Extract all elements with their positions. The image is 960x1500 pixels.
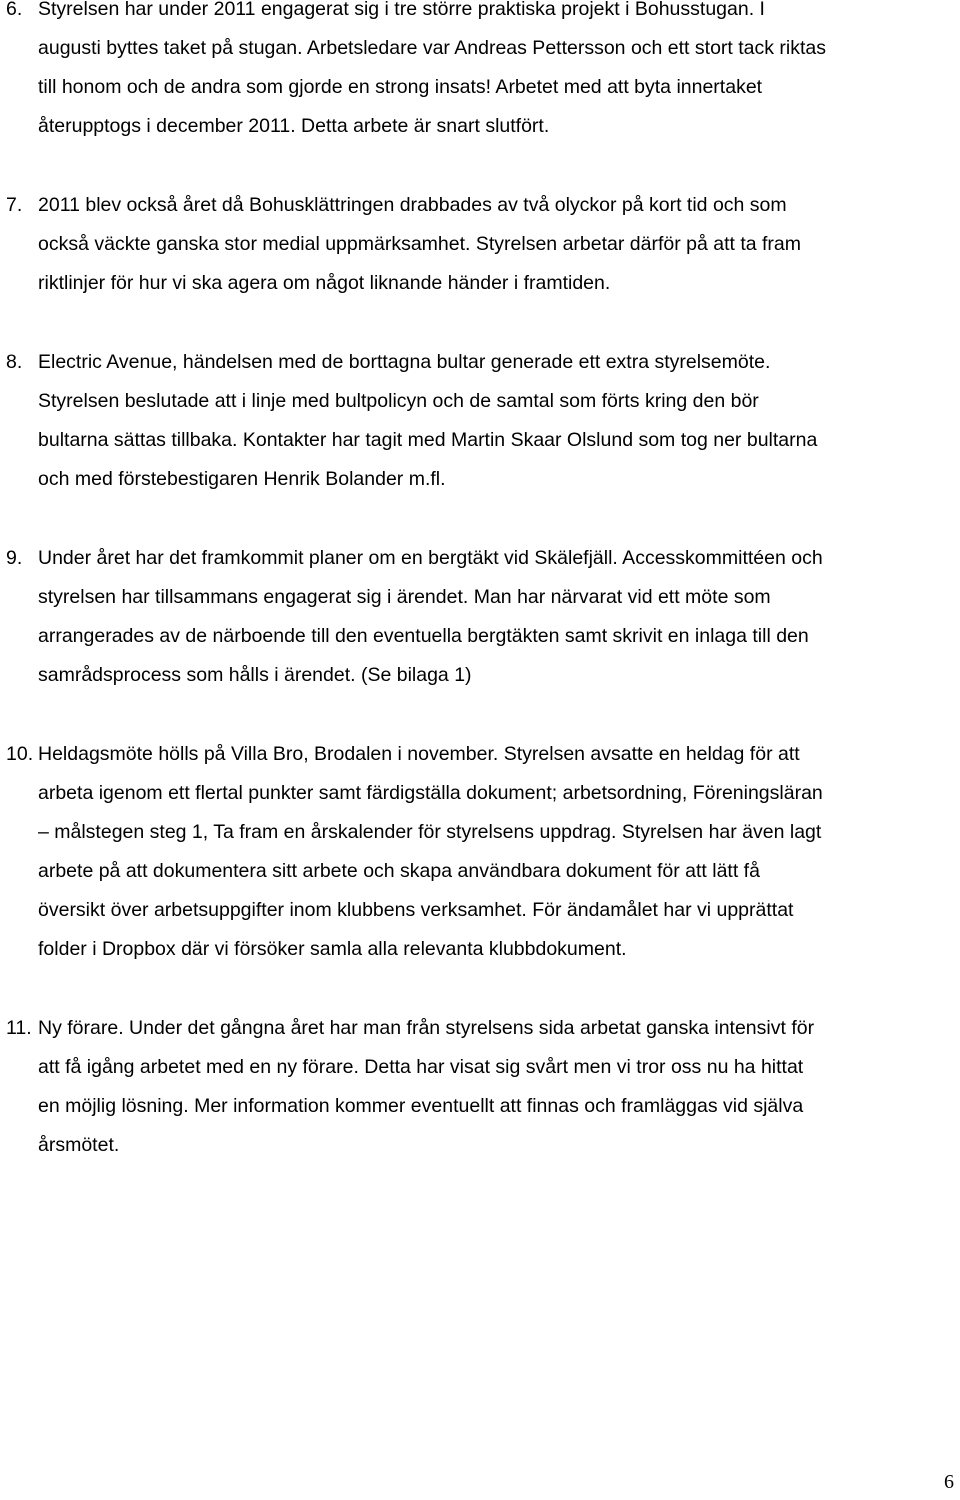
text-line: bultarna sättas tillbaka. Kontakter har tagit med Martin Skaar Olslund som tog ner bultarna	[38, 429, 818, 451]
page-number: 6	[944, 1471, 954, 1493]
item-text	[38, 539, 958, 695]
text-line: också väckte ganska stor medial uppmärksamhet. Styrelsen arbetar därför på att ta fram	[38, 233, 802, 255]
item-number: 8.	[6, 351, 23, 373]
text-line: 2011 blev också året då Bohusklättringen drabbades av två olyckor på kort tid och som	[38, 194, 787, 216]
text-line: riktlinjer för hur vi ska agera om något liknande händer i framtiden.	[38, 272, 611, 294]
item-number: 9.	[6, 547, 23, 569]
item-text	[38, 186, 958, 303]
item-text	[38, 1009, 958, 1165]
item-text	[38, 735, 958, 969]
text-line: Styrelsen beslutade att i linje med bultpolicyn och de samtal som förts kring den bör	[38, 390, 759, 412]
item-text	[38, 343, 958, 499]
text-line: att få igång arbetet med en ny förare. Detta har visat sig svårt men vi tror oss nu ha hittat	[38, 1056, 804, 1078]
text-line: till honom och de andra som gjorde en strong insats! Arbetet med att byta innertaket	[38, 76, 763, 98]
item-number: 11.	[6, 1017, 32, 1039]
text-line: återupptogs i december 2011. Detta arbete är snart slutfört.	[38, 115, 550, 137]
text-line: arrangerades av de närboende till den eventuella bergtäkten samt skrivit en inlaga till den	[38, 625, 809, 647]
text-line: samrådsprocess som hålls i ärendet. (Se bilaga 1)	[38, 664, 472, 686]
text-line: arbete på att dokumentera sitt arbete och skapa användbara dokument för att lätt få	[38, 860, 760, 882]
text-line: en möjlig lösning. Mer information kommer eventuellt att finnas och framläggas vid själva	[38, 1095, 804, 1117]
item-number: 7.	[6, 194, 23, 216]
text-line: översikt över arbetsuppgifter inom klubbens verksamhet. För ändamålet har vi upprättat	[38, 899, 794, 921]
item-number: 10.	[6, 743, 34, 765]
text-line: arbeta igenom ett flertal punkter samt färdigställa dokument; arbetsordning, Föreningsläran	[38, 782, 823, 804]
item-number: 6.	[6, 0, 23, 20]
text-line: – målstegen steg 1, Ta fram en årskalender för styrelsens uppdrag. Styrelsen har även lagt	[38, 821, 822, 843]
text-line: Under året har det framkommit planer om en bergtäkt vid Skälefjäll. Accesskommittéen och	[38, 547, 823, 569]
text-line: Electric Avenue, händelsen med de borttagna bultar generade ett extra styrelsemöte.	[38, 351, 771, 373]
text-line: Ny förare. Under det gångna året har man från styrelsens sida arbetat ganska intensivt för	[38, 1017, 815, 1039]
text-line: Heldagsmöte hölls på Villa Bro, Brodalen i november. Styrelsen avsatte en heldag för att	[38, 743, 800, 765]
text-line: och med förstebestigaren Henrik Bolander m.fl.	[38, 468, 446, 490]
item-text	[38, 0, 958, 146]
text-line: Styrelsen har under 2011 engagerat sig i tre större praktiska projekt i Bohusstugan. I	[38, 0, 765, 20]
text-line: augusti byttes taket på stugan. Arbetsledare var Andreas Pettersson och ett stort tack riktas	[38, 37, 827, 59]
text-line: folder i Dropbox där vi försöker samla alla relevanta klubbdokument.	[38, 938, 627, 960]
text-line: årsmötet.	[38, 1134, 120, 1156]
text-line: styrelsen har tillsammans engagerat sig i ärendet. Man har närvarat vid ett möte som	[38, 586, 771, 608]
